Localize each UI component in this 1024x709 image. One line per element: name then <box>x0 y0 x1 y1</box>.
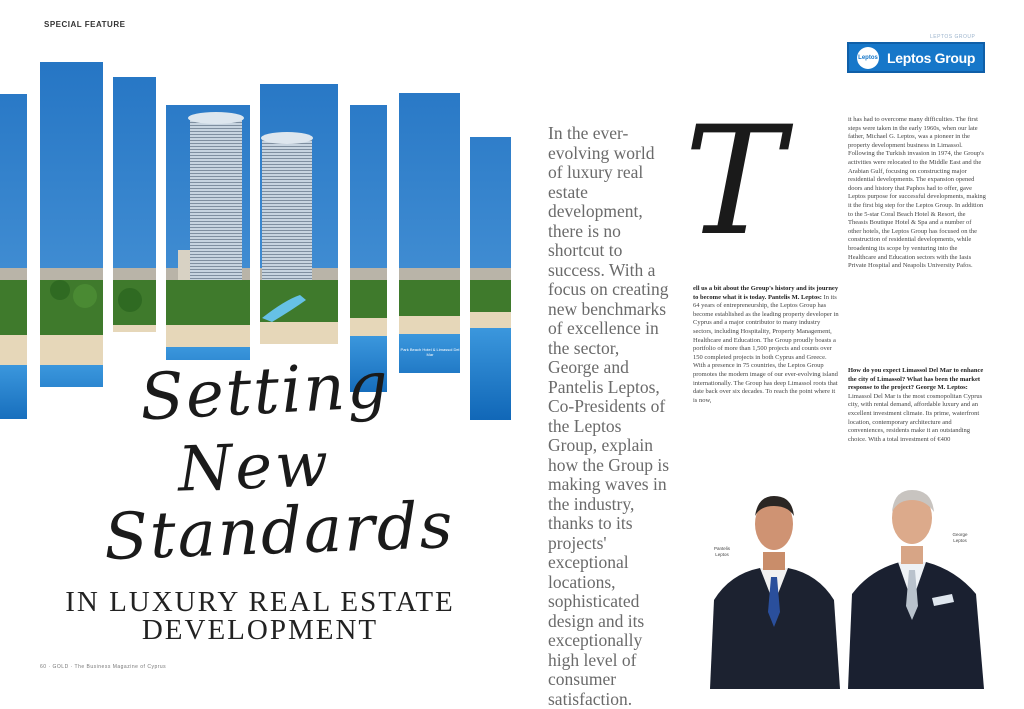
intro-text: In the ever-evolving world of luxury real estate development, there is no shortcut to success. With a focus on creating new benchmarks of excellence in the sector, George and Pantelis Leptos, Co-Presidents of the Leptos Group, explain how the Group is making waves in the industry, thanks to its projects' exceptional locations, sophisticated design and its exceptionally high level of consumer satisfaction. <box>548 123 670 709</box>
article-column-right-top <box>848 116 986 271</box>
photo-strip-5 <box>260 84 338 344</box>
photo-strip-8-image <box>470 137 511 420</box>
photo-strip-2-image <box>40 62 103 387</box>
photo-strip-1-image <box>0 94 27 419</box>
photo-strip-7-image <box>399 93 460 373</box>
subtitle-line-1: IN LUXURY REAL ESTATE <box>65 586 455 618</box>
article-column-right-bottom <box>848 367 986 444</box>
title-script-line-3: Standards <box>102 488 456 576</box>
photo-strip-5-image <box>260 84 338 344</box>
portrait-photo <box>700 482 990 689</box>
page-footer: 60 · GOLD · The Business Magazine of Cyprus <box>40 664 167 670</box>
photo-strip-1 <box>0 94 27 419</box>
answer-1: In its 64 years of entrepreneurship, the Leptos Group has become established as the leading property developer in Cyprus and a major contributor to many industry sectors, including Hospitality, Property Management, Healthcare and Education. The Group proudly boasts a portfolio of more than 1,500 projects and counts over 150 completed projects in both Cyprus and Greece. With a presence in 75 countries, the Leptos Group promotes the modern image of our ever-evolving island internationally. The Group has deep Limassol roots that date back over six decades. To reach the point where it is now, <box>693 293 839 404</box>
photo-strip-3 <box>113 77 156 332</box>
subtitle-line-2: DEVELOPMENT <box>141 614 379 646</box>
logo-mark: Leptos <box>857 47 879 69</box>
question-2-speaker: George M. Leptos: <box>915 384 968 392</box>
photo-strip-8 <box>470 137 511 420</box>
photo-strip-3-image <box>113 77 156 332</box>
answer-1-continued: it has had to overcome many difficulties. The first steps were taken in the early 1960s, when our late father, Michael G. Leptos, was a pioneer in the property development business in Limassol. Following the Turkish invasion in 1974, the Group's activities were relocated to the Middle East and the Arabian Gulf, focusing on constructing major residential developments. The expansion opened doors and history that Paphos had to offer, gave Leptos purpose for successful developments, making it the first big step for the Leptos Group. In addition to the 5-star Coral Beach Hotel & Resort, the Theasis Boutique Hotel & Spa and a number of other hotels, the Leptos Group has focused on the construction of residential developments, while broadening its scope by venturing into the Healthcare and Education sectors with the Iasis Private Hospital and Neapolis University Pafos. <box>848 116 986 270</box>
leptos-group-logo <box>847 42 985 73</box>
name-tag-right: George Leptos <box>952 532 968 543</box>
photo-strip-4-image <box>166 105 250 360</box>
name-tag-left: Pantelis Leptos <box>713 546 730 557</box>
photo-caption: Park Beach Hotel & Limassol Del Mar <box>400 347 460 357</box>
title-script-line-2: New <box>176 427 333 506</box>
question-1-speaker: Pantelis M. Leptos: <box>767 293 822 301</box>
question-2: How do you expect Limassol Del Mar to enhance the city of Limassol? What has been the market response to the project? <box>848 367 984 392</box>
section-label: SPECIAL FEATURE <box>44 20 126 29</box>
photo-strip-2 <box>40 62 103 387</box>
title-script-line-1: Setting <box>138 348 392 436</box>
article-column-left <box>693 285 839 405</box>
photo-strip-4 <box>166 105 250 360</box>
drop-cap: T <box>684 95 785 269</box>
subtitle <box>40 588 480 644</box>
corner-label: LEPTOS GROUP <box>930 34 976 40</box>
logo-text: Leptos Group <box>887 49 976 66</box>
photo-strip-7 <box>399 93 460 373</box>
portrait-illustration <box>700 482 990 689</box>
answer-2: Limassol Del Mar is the most cosmopolitan Cyprus city, with rental demand, affordable luxury and an excellent investment climate. Its prime, waterfront location, contemporary architecture and conveniences, residents make it an outstanding choice. With a total investment of €400 <box>848 392 983 443</box>
question-1: ell us a bit about the Group's history and its journey to become what it is today. <box>693 285 839 301</box>
